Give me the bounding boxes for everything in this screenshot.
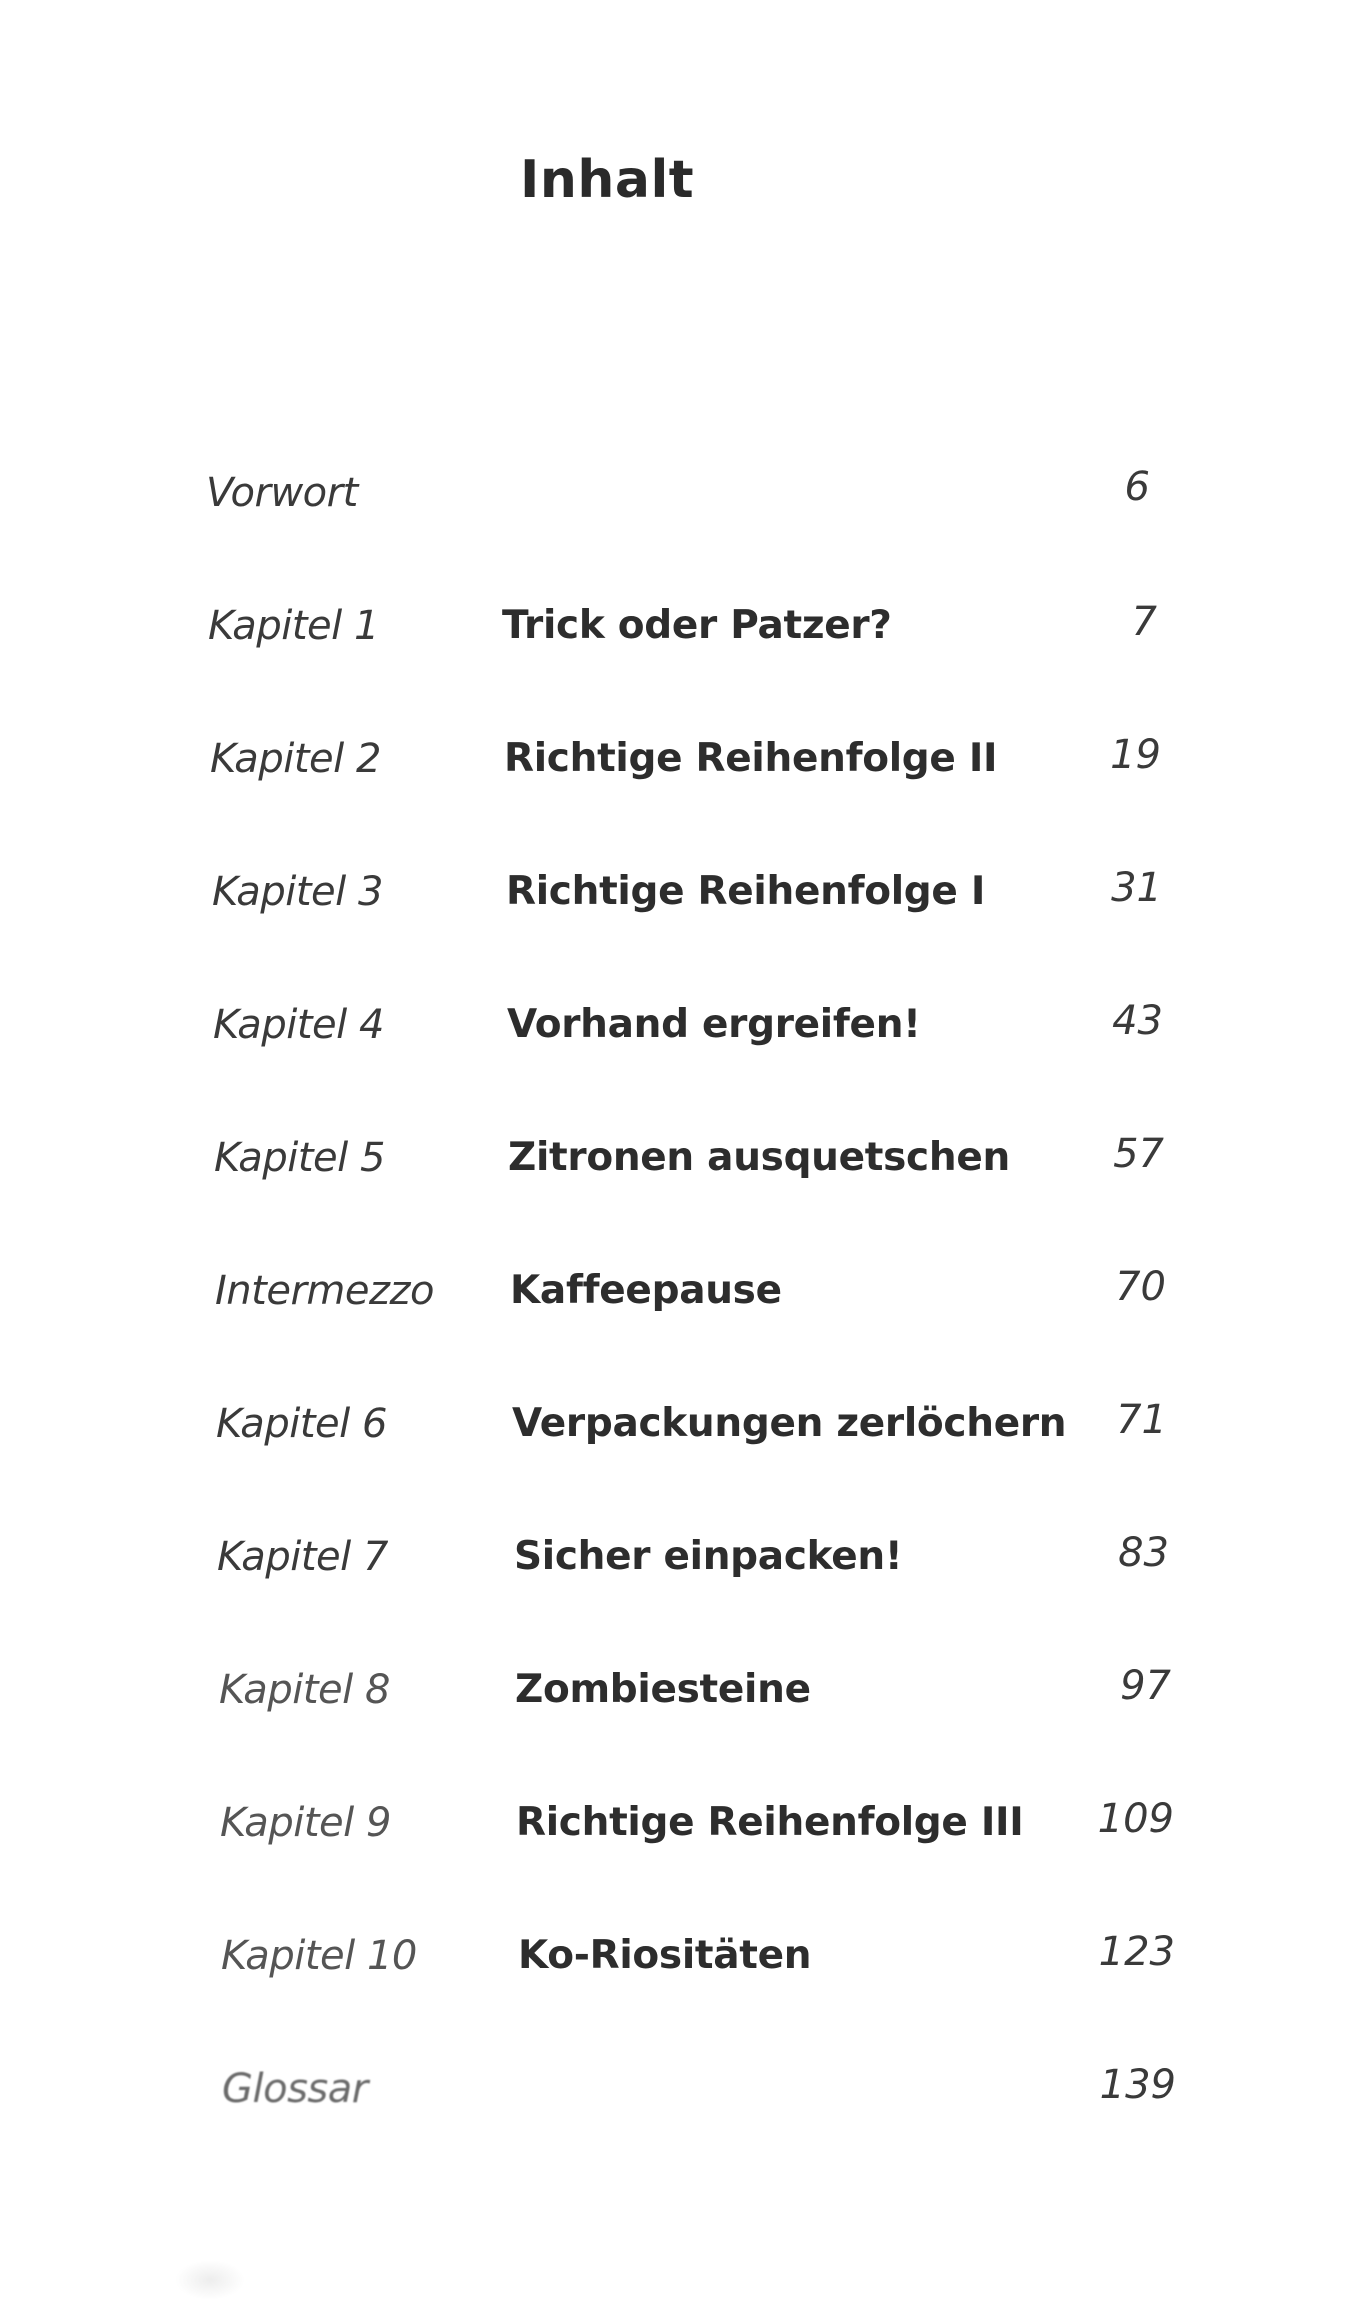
toc-title: Sicher einpacken!: [514, 1534, 903, 1579]
toc-title: Verpackungen zerlöchern: [512, 1401, 1067, 1446]
page-title: Inhalt: [520, 150, 695, 210]
toc-title: Richtige Reihenfolge I: [506, 869, 986, 914]
toc-label: Vorwort: [206, 470, 358, 516]
toc-page-number: 71: [1116, 1397, 1167, 1443]
toc-page-number: 123: [1098, 1929, 1175, 1975]
toc-title: Ko-Riositäten: [518, 1933, 812, 1978]
toc-page-number: 70: [1115, 1264, 1166, 1310]
toc-label: Kapitel 5: [214, 1135, 385, 1181]
scan-smudge: [175, 2260, 245, 2300]
toc-title: Richtige Reihenfolge II: [504, 736, 998, 781]
toc-title: Trick oder Patzer?: [502, 603, 892, 648]
toc-page-number: 6: [1124, 464, 1150, 510]
toc-label: Kapitel 7: [217, 1534, 388, 1580]
toc-row-kapitel-7: [0, 1530, 1361, 1604]
toc-label: Glossar: [222, 2066, 368, 2112]
toc-row-kapitel-3: [0, 865, 1361, 939]
toc-page-number: 83: [1118, 1530, 1169, 1576]
toc-page-number: 57: [1113, 1131, 1164, 1177]
toc-page-number: 109: [1097, 1796, 1174, 1842]
toc-row-kapitel-1: [0, 599, 1361, 673]
toc-row-glossar: [0, 2062, 1361, 2136]
toc-row-kapitel-9: [0, 1796, 1361, 1870]
toc-title: Zitronen ausquetschen: [508, 1135, 1010, 1180]
toc-row-intermezzo: [0, 1264, 1361, 1338]
toc-title: Zombiesteine: [515, 1667, 811, 1712]
toc-label: Kapitel 2: [210, 736, 381, 782]
toc-title: Vorhand ergreifen!: [507, 1002, 921, 1047]
toc-row-kapitel-8: [0, 1663, 1361, 1737]
toc-row-vorwort: [0, 464, 1361, 540]
toc-row-kapitel-6: [0, 1397, 1361, 1471]
toc-row-kapitel-5: [0, 1131, 1361, 1205]
toc-label: Kapitel 8: [219, 1667, 390, 1713]
toc-label: Kapitel 6: [216, 1401, 387, 1447]
toc-page-number: 43: [1112, 998, 1163, 1044]
toc-row-kapitel-4: [0, 998, 1361, 1072]
toc-page-number: 97: [1120, 1663, 1171, 1709]
toc-title: Richtige Reihenfolge III: [516, 1800, 1024, 1845]
toc-row-kapitel-2: [0, 732, 1361, 806]
toc-label: Kapitel 3: [212, 869, 383, 915]
toc-label: Kapitel 10: [221, 1933, 417, 1979]
toc-title: Kaffeepause: [510, 1268, 782, 1313]
toc-page-number: 19: [1110, 732, 1161, 778]
toc-label: Kapitel 1: [208, 603, 379, 649]
toc-page-number: 7: [1131, 599, 1157, 645]
toc-label: Kapitel 4: [213, 1002, 384, 1048]
toc-row-kapitel-10: [0, 1929, 1361, 2003]
toc-label: Kapitel 9: [220, 1800, 391, 1846]
toc-page-number: 139: [1099, 2062, 1176, 2108]
toc-page-number: 31: [1111, 865, 1162, 911]
toc-label: Intermezzo: [215, 1268, 434, 1314]
